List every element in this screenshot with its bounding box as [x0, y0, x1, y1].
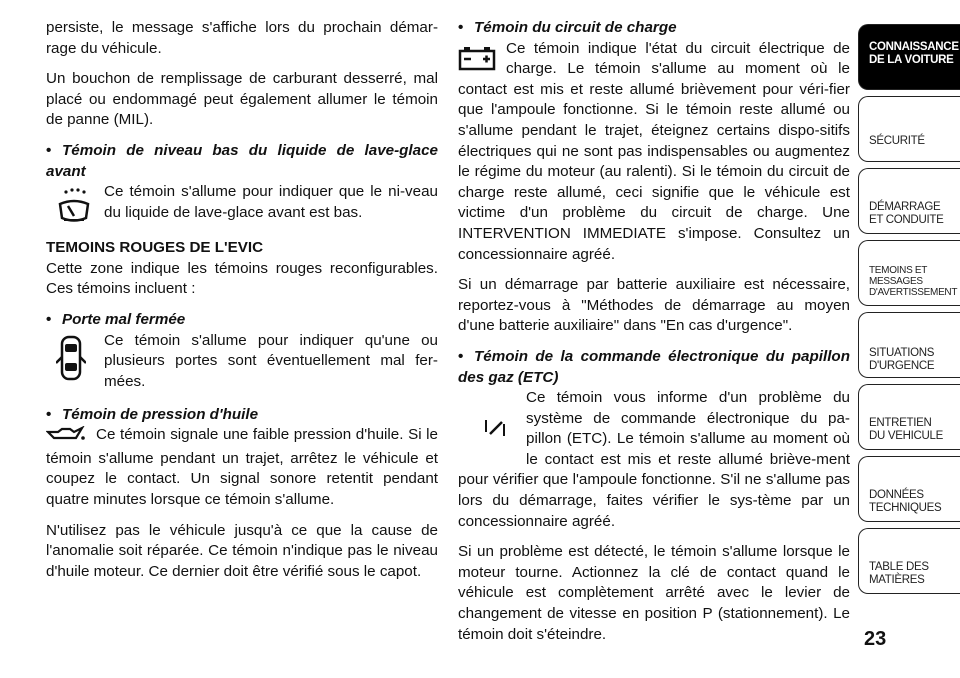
page-number: 23 — [864, 628, 887, 650]
warning-text: Ce témoin s'allume pour indiquer qu'une ou plusieurs portes sont éventuellement mal fer-mées. — [104, 331, 438, 390]
paragraph: Un bouchon de remplissage de carburant desserré, mal placé ou endommagé peut également allumer le témoin de panne (MIL). — [46, 70, 438, 129]
paragraph: Si un démarrage par batterie auxiliaire est nécessaire, reportez-vous à "Méthodes de démarrage au moyen d'une batterie auxiliaire" dans "En cas d'urgence". — [458, 276, 850, 335]
warning-text: Ce témoin s'allume pour indiquer que le ni-veau du liquide de lave-glace avant est bas. — [104, 183, 438, 221]
right-column — [458, 18, 850, 655]
oil-pressure-icon — [46, 426, 96, 449]
paragraph: Cette zone indique les témoins rouges reconfigurables. Ces témoins incluent : — [46, 259, 438, 298]
warning-text: Ce témoin signale une faible pression d'huile. Si le témoin s'allume pendant un trajet, arrêtez le véhicule et coupez le contact. Un signal sonore retentit pendant quatre minutes lorsque ce témoin s'allume. — [46, 426, 438, 508]
tab-table[interactable]: TABLE DES MATIÈRES — [858, 528, 960, 594]
tab-entretien[interactable]: ENTRETIEN DU VEHICULE — [858, 384, 960, 450]
tab-donnees[interactable]: DONNÉES TECHNIQUES — [858, 456, 960, 522]
tab-temoins[interactable]: TEMOINS ET MESSAGES D'AVERTISSEMENT — [858, 240, 960, 306]
left-column — [46, 18, 438, 592]
warning-washer — [46, 182, 438, 226]
tab-securite[interactable]: SÉCURITÉ — [858, 96, 960, 162]
warning-door — [46, 331, 438, 393]
section-heading: TEMOINS ROUGES DE L'EVIC — [46, 239, 264, 257]
tab-connaissance[interactable]: CONNAISSANCE DE LA VOITURE — [858, 24, 960, 90]
battery-charge-icon — [458, 39, 506, 77]
bullet-title-oil: • Témoin de pression d'huile — [46, 405, 259, 423]
chapter-sidebar — [858, 0, 960, 678]
washer-fluid-icon — [46, 182, 104, 226]
warning-oil — [46, 425, 438, 510]
paragraph: Si un problème est détecté, le témoin s'allume lorsque le moteur tourne. Actionnez la clé de contact quand le véhicule est complètement arrêté avec le levier de changement de vitesse en position P (stationnement). Le témoin doit s'éteindre. — [458, 543, 850, 643]
door-ajar-icon — [46, 331, 104, 393]
bullet-title-etc: • Témoin de la commande électronique du papillon des gaz (ETC) — [458, 347, 850, 386]
bullet-title-charge: • Témoin du circuit de charge — [458, 19, 677, 36]
paragraph: N'utilisez pas le véhicule jusqu'à ce que la cause de l'anomalie soit réparée. Ce témoin n'indique pas le niveau d'huile moteur. Ce dernier doit être vérifié sous le capot. — [46, 521, 438, 580]
tab-situations[interactable]: SITUATIONS D'URGENCE — [858, 312, 960, 378]
tab-demarrage[interactable]: DÉMARRAGE ET CONDUITE — [858, 168, 960, 234]
bullet-title-door: • Porte mal fermée — [46, 310, 186, 328]
etc-throttle-icon — [458, 388, 526, 470]
warning-charge — [458, 39, 850, 266]
warning-text: Ce témoin vous informe d'un problème du système de commande électronique du pa-pillon (ETC). Le témoin s'allume au moment où le contact est mis et reste allumé briève-ment pour vérifier que l'ampoule fonctionne. S'il ne s'allume pas lors du démarrage, faites vérifier le sys-tème par un concessionnaire agréé. — [458, 389, 850, 530]
warning-etc — [458, 388, 850, 532]
bullet-title-washer: • Témoin de niveau bas du liquide de lave-glace avant — [46, 141, 438, 180]
paragraph: persiste, le message s'affiche lors du prochain démar-rage du véhicule. — [46, 19, 438, 57]
warning-text: Ce témoin indique l'état du circuit électrique de charge. Le témoin s'allume au moment où le contact est mis et reste allumé brièvement pour véri-fier que l'ampoule fonctionne. Si le témoin reste allumé ou s'allume pendant le trajet, éteignez certains dispo-sitifs électriques qui ne sont pas indispensables ou augmentez le régime du moteur (au ralenti). Si le témoin du circuit de charge reste allumé, ceci signifie que le véhicule est victime d'un problème du circuit de charge. Une INTERVENTION IMMEDIATE s'impose. Consultez un concessionnaire agréé. — [458, 39, 850, 263]
